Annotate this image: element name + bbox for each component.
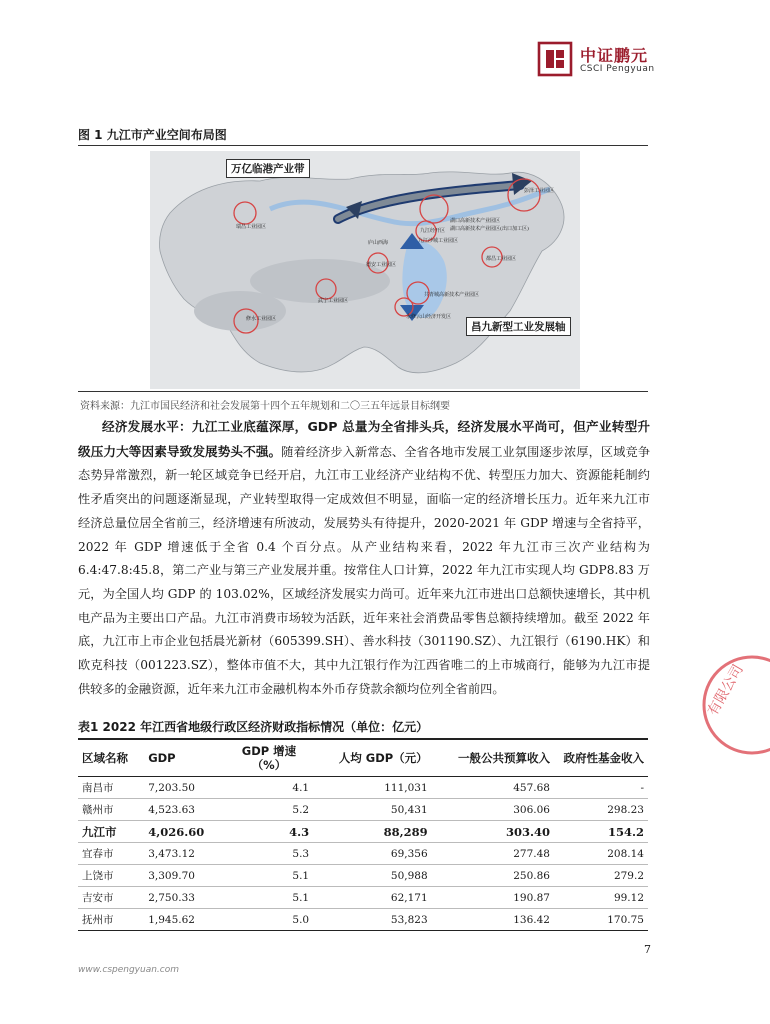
map-label-p10: 共青城高新技术产业园区: [424, 292, 480, 298]
map-label-p2: 彭泽工业园区: [524, 188, 555, 194]
cell-fund: 208.14: [554, 843, 648, 865]
brand-name-en: CSCI Pengyuan: [580, 64, 655, 74]
cell-per-capita: 62,171: [313, 887, 432, 909]
industry-layout-map: [150, 151, 580, 389]
map-label-p12: 武宁工业园区: [318, 298, 349, 304]
header-budget: 一般公共预算收入: [432, 739, 554, 777]
page-number: 7: [644, 943, 651, 956]
map-label-axis: 昌九新型工业发展轴: [466, 317, 571, 336]
table-header-row: [78, 739, 648, 777]
header-per-capita: 人均 GDP（元）: [313, 739, 432, 777]
cell-budget: 190.87: [432, 887, 554, 909]
cell-budget: 277.48: [432, 843, 554, 865]
cell-gdp: 1,945.62: [144, 909, 225, 931]
economy-paragraph: [78, 415, 650, 701]
table-row: [78, 799, 648, 821]
figure-bottom-rule: [78, 391, 648, 392]
table-row: [78, 909, 648, 931]
cell-growth: 5.1: [225, 887, 313, 909]
cell-per-capita: 50,431: [313, 799, 432, 821]
footer-website-link[interactable]: www.cspengyuan.com: [78, 965, 180, 975]
cell-budget: 303.40: [432, 821, 554, 843]
brand-logo: [538, 40, 688, 78]
cell-per-capita: 88,289: [313, 821, 432, 843]
header-growth-line2: （%）: [251, 758, 287, 772]
company-seal: [690, 650, 770, 760]
cell-region: 吉安市: [78, 887, 144, 909]
table-row-highlight: [78, 821, 648, 843]
figure-top-rule: [78, 145, 648, 146]
header-growth: [225, 739, 313, 777]
cell-gdp: 7,203.50: [144, 777, 225, 799]
map-label-p7: 庐山西海: [368, 240, 389, 246]
paragraph-lead: 经济发展水平：九江工业底蕴深厚，GDP 总量为全省排头兵，经济发展水平尚可，但产业转型升级压力大等因素导致发展势头不强。: [78, 419, 650, 459]
cell-budget: 136.42: [432, 909, 554, 931]
cell-region: 宜春市: [78, 843, 144, 865]
cell-per-capita: 111,031: [313, 777, 432, 799]
brand-name-cn: 中证鹏元: [580, 46, 649, 65]
cell-gdp: 4,026.60: [144, 821, 225, 843]
cell-budget: 306.06: [432, 799, 554, 821]
cell-gdp: 3,473.12: [144, 843, 225, 865]
header-fund: 政府性基金收入: [554, 739, 648, 777]
cell-fund: -: [554, 777, 648, 799]
cell-growth: 5.2: [225, 799, 313, 821]
cell-region: 上饶市: [78, 865, 144, 887]
cell-region: 抚州市: [78, 909, 144, 931]
map-label-p1: 瑞昌工业园区: [236, 224, 267, 230]
header-growth-line1: GDP 增速: [241, 744, 297, 758]
table-row: [78, 887, 648, 909]
cell-growth: 4.3: [225, 821, 313, 843]
map-label-p11: 永修云山经济开发区: [406, 314, 452, 320]
figure-source: 资料来源：九江市国民经济和社会发展第十四个五年规划和二〇三五年远景目标纲要: [80, 401, 450, 412]
cell-growth: 5.1: [225, 865, 313, 887]
table-title: 表1 2022 年江西省地级行政区经济财政指标情况（单位：亿元）: [78, 720, 429, 734]
cell-per-capita: 50,988: [313, 865, 432, 887]
cell-fund: 154.2: [554, 821, 648, 843]
cell-fund: 298.23: [554, 799, 648, 821]
cell-region: 九江市: [78, 821, 144, 843]
cell-growth: 5.0: [225, 909, 313, 931]
table-row: [78, 777, 648, 799]
table-row: [78, 843, 648, 865]
cell-fund: 279.2: [554, 865, 648, 887]
cell-per-capita: 53,823: [313, 909, 432, 931]
map-label-p4: 湖口高新技术产业园区(出口加工区): [450, 226, 529, 232]
map-label-p6: 九江沙城工业园区: [418, 238, 459, 244]
cell-gdp: 4,523.63: [144, 799, 225, 821]
header-gdp: GDP: [144, 739, 225, 777]
cell-per-capita: 69,356: [313, 843, 432, 865]
cell-gdp: 3,309.70: [144, 865, 225, 887]
paragraph-text: 随着经济步入新常态、全省各地市发展工业氛围逐步浓厚，区域竞争态势异常激烈，新一轮区域竞争已经开启，九江市工业经济产业结构不优、转型压力加大、资源能耗制约性矛盾突出的问题逐渐显现，产业转型取得一定成效但不明显，面临一定的经济增长压力。近年来九江市经济总量位居全省前三，经济增速有所波动，发展势头有待提升，2020-2021 年 GDP 增速与全省持平，2022 年 GDP 增速低于全省 0.4 个百分点。从产业结构来看，2022 年九江市三次产业结构为 6.4:47.8:45.8，第二产业与第三产业发展并重。按常住人口计算，2022 年九江市实现人均 GDP8.83 万元，为全国人均 GDP 的 103.02%，区域经济发展实力尚可。近年来九江市进出口总额快速增长，其中机电产品为主要出口产品。九江市消费市场较为活跃，近年来社会消费品零售总额持续增加。截至 2022 年底，九江市上市企业包括晨光新材（605399.SH）、善水科技（301190.SZ）、九江银行（6190.HK）和欧克科技（001223.SZ），整体市值不大，其中九江银行作为江西省唯二的上市城商行，能够为九江市提供较多的金融资源，近年来九江市金融机构本外币存贷款余额均位列全省前四。: [78, 444, 651, 696]
map-label-p5: 九江经开区: [420, 228, 446, 234]
table-row: [78, 865, 648, 887]
map-label-p3: 湖口高新技术产业园区: [450, 218, 501, 224]
cell-growth: 5.3: [225, 843, 313, 865]
seal-text: 有限公司: [704, 661, 747, 719]
cell-budget: 457.68: [432, 777, 554, 799]
map-label-p8: 都昌工业园区: [486, 256, 517, 262]
brand-mark-icon: [538, 42, 572, 76]
cell-fund: 99.12: [554, 887, 648, 909]
header-region: 区域名称: [78, 739, 144, 777]
figure-title: 图 1 九江市产业空间布局图: [78, 128, 227, 142]
cell-region: 赣州市: [78, 799, 144, 821]
map-label-p13: 修水工业园区: [246, 316, 277, 322]
cell-gdp: 2,750.33: [144, 887, 225, 909]
cell-fund: 170.75: [554, 909, 648, 931]
cell-budget: 250.86: [432, 865, 554, 887]
cell-region: 南昌市: [78, 777, 144, 799]
economic-indicators-table: [78, 738, 648, 931]
map-label-p9: 德安工业园区: [366, 262, 397, 268]
map-label-belt: 万亿临港产业带: [226, 159, 310, 178]
cell-growth: 4.1: [225, 777, 313, 799]
